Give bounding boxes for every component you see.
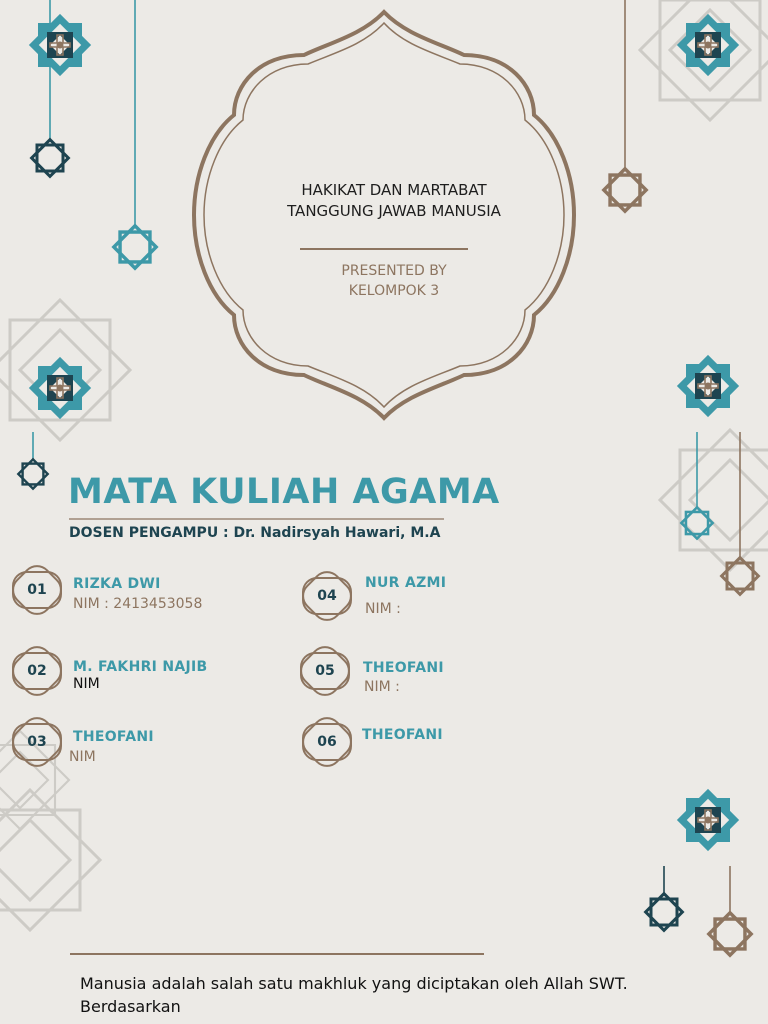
member-nim: NIM : [364,679,400,695]
member-nim: NIM [69,749,96,765]
member-number-badge: 05 [315,663,335,679]
member-nim: NIM : 2413453058 [73,596,203,612]
member-number-badge: 01 [27,582,47,598]
intro-paragraph [80,972,700,1018]
member-name: THEOFANI [362,727,443,743]
intro-line-2: Berdasarkan [80,997,181,1016]
lecturer-label: DOSEN PENGAMPU : Dr. Nadirsyah Hawari, M.A [69,525,441,541]
group-label: KELOMPOK 3 [348,283,440,299]
member-number-badge: 02 [27,663,47,679]
member-name: RIZKA DWI [73,576,161,592]
presentation-title-line2: TANGGUNG JAWAB MANUSIA [287,202,501,220]
presented-by-label: PRESENTED BY [341,263,447,279]
member-name: M. FAKHRI NAJIB [73,659,208,675]
intro-line-1: Manusia adalah salah satu makhluk yang diciptakan oleh Allah SWT. [80,974,628,993]
member-name: THEOFANI [73,729,154,745]
presentation-title-line1: HAKIKAT DAN MARTABAT [301,181,487,199]
member-number-badge: 06 [317,734,337,750]
course-title: MATA KULIAH AGAMA [68,472,500,512]
member-name: THEOFANI [363,660,444,676]
member-number-badge: 03 [27,734,47,750]
member-name: NUR AZMI [365,575,447,591]
member-number-badge: 04 [317,588,337,604]
member-nim: NIM : [365,601,401,617]
member-nim: NIM [73,676,100,692]
